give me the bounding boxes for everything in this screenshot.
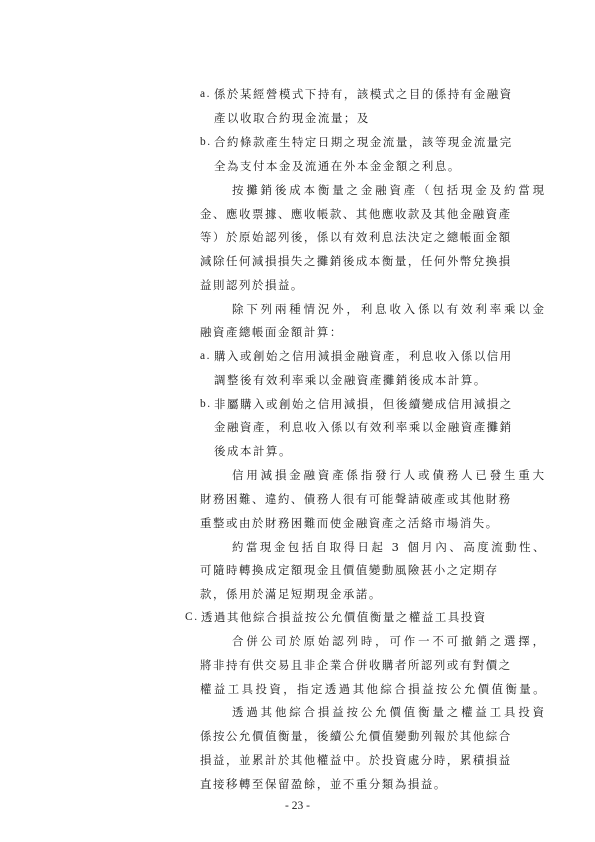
para4-line-1: 約當現金包括自取得日起 3 個月內、高度流動性、 [232, 540, 547, 554]
item-a-label: a. [200, 88, 212, 100]
section-c-label: C. [185, 611, 199, 623]
item-b-line-2: 全為支付本金及流通在外本金金額之利息。 [214, 159, 461, 173]
para1-line-4: 減除任何減損損失之攤銷後成本衡量，任何外幣兌換損 [200, 254, 512, 268]
item-a-line-1: 係於某經營模式下持有，該模式之目的係持有金融資 [214, 87, 513, 101]
item2-a-label: a. [200, 350, 212, 362]
item2-a-line-2: 調整後有效利率乘以金融資產攤銷後成本計算。 [214, 373, 487, 387]
para6-line-1: 透過其他綜合損益按公允價值衡量之權益工具投資 [232, 705, 547, 719]
item2-a-line-1: 購入或創始之信用減損金融資產，利息收入係以信用 [214, 349, 513, 363]
para4-line-3: 款，係用於滿足短期現金承諾。 [200, 587, 382, 601]
para6-line-4: 直接移轉至保留盈餘，並不重分類為損益。 [200, 777, 447, 791]
para5-line-1: 合併公司於原始認列時，可作一不可撤銷之選擇， [232, 634, 547, 648]
para3-line-3: 重整或由於財務困難而使金融資產之活絡市場消失。 [200, 516, 499, 530]
item2-b-line-2: 金融資產，利息收入係以有效利率乘以金融資產攤銷 [214, 420, 513, 434]
item-a-line-2: 產以收取合約現金流量；及 [214, 111, 370, 125]
para6-line-2: 係按公允價值衡量，後續公允價值變動列報於其他綜合 [200, 729, 512, 743]
para5-line-3: 權益工具投資，指定透過其他綜合損益按公允價值衡量。 [200, 682, 547, 696]
para2-line-2: 融資產總帳面金額計算： [200, 325, 343, 339]
item-b-line-1: 合約條款產生特定日期之現金流量，該等現金流量完 [214, 135, 513, 149]
para2-line-1: 除下列兩種情況外，利息收入係以有效利率乘以金 [232, 302, 547, 316]
para1-line-5: 益則認列於損益。 [200, 278, 304, 292]
para3-line-1: 信用減損金融資產係指發行人或債務人已發生重大 [232, 468, 547, 482]
para1-line-1: 按攤銷後成本衡量之金融資產（包括現金及約當現 [232, 183, 547, 197]
para5-line-2: 將非持有供交易且非企業合併收購者所認列或有對價之 [200, 658, 512, 672]
page-number: - 23 - [285, 800, 310, 812]
para6-line-3: 損益，並累計於其他權益中。於投資處分時，累積損益 [200, 753, 512, 767]
para1-line-3: 等）於原始認列後，係以有效利息法決定之總帳面金額 [200, 230, 512, 244]
para4-line-2: 可隨時轉換成定額現金且價值變動風險甚小之定期存 [200, 563, 499, 577]
item2-b-label: b. [200, 398, 212, 410]
para1-line-2: 金、應收票據、應收帳款、其他應收款及其他金融資產 [200, 207, 512, 221]
section-c-title: 透過其他綜合損益按公允價值衡量之權益工具投資 [201, 610, 487, 624]
item2-b-line-1: 非屬購入或創始之信用減損，但後續變成信用減損之 [214, 397, 513, 411]
item-b-label: b. [200, 136, 212, 148]
para3-line-2: 財務困難、違約、債務人很有可能聲請破產或其他財務 [200, 492, 512, 506]
item2-b-line-3: 後成本計算。 [214, 444, 292, 458]
